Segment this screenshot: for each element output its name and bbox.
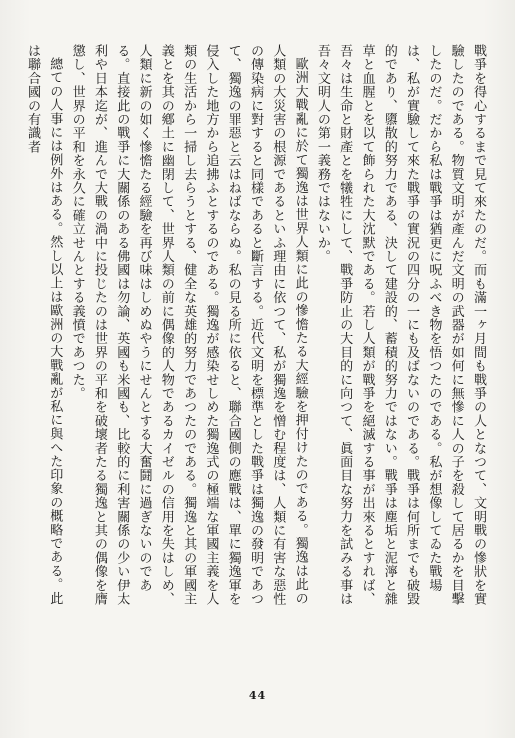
vertical-text-body bbox=[21, 44, 489, 616]
paragraph-3: 總ての人事には例外はある。然し以上は歐洲の大戰亂が私に與へた印象の概略である。此は聯合國の有識者 bbox=[25, 44, 63, 606]
page-number: 44 bbox=[248, 689, 267, 702]
paragraph-1: 戰爭を得心するまで見て來たのだ。而も滿一ヶ月間も戰爭の人となつて、文明戰の慘狀を實驗したのである。物質文明が產んだ文明の武器が如何に無慘に人の子を殺して居るかを目擊したのだ。だから私は戰爭は猶更に呪ふべき物を悟つたのである。私が想像してゐた戰場は、私が實驗して來た戰爭の實況の四分の一にも及ばないのである。戰爭は何所までも破毀的であり、隳散的努力である、決して建設的、蓄積的努力ではない。戰爭は塵垢と泥濘と雜草と血腥とを以て飾られた大沈默である。若し人類が戰爭を絕滅する事が出來るとすれば、吾々は生命と財產とを犧牲にして、戰爭防止の大目的に向つて、眞面目な努力を試みる事は吾々文明人の第一義務ではないか。 bbox=[314, 44, 486, 606]
paragraph-2: 歐洲大戰亂に於て獨逸は世界人類に此の慘憺たる大經驗を押付けたのである。獨逸は此の人類の大災害の根源であるといふ理由に依つて、私が獨逸を憎む程度は、人類に有害な惡性の傳染病に對すると同樣であると斷言する。近代文明を標準とした戰爭は獨逸の發明であつて、獨逸の罪惡と云はねばならぬ。私の見る所に依ると、聯合國側の應戰は、單に獨逸軍を侵入した地方から追拂ふとするのである。獨逸が感染せしめた獨逸式の極端な軍國主義を人類の生活から一掃し去らうとする、健全な英雄的努力であつたのである。獨逸と其の軍國主義とを其の鄕土に幽閉して、世界人類の前に偶像的人物であるカイゼルの信用を失はしめ、人類に新の如く慘憺たる經驗を再び味はしめぬやうにせんとする大奮鬪に過ぎないのである。直接此の戰爭に大關係のある佛國は勿論、英國も米國も、比較的に利害關係の少い伊太利や日本迄が、進んで大戰の渦中に投じたのは世界の平和を破壞者たる獨逸と其の偶像を膺懲し、世界の平和を永久に確立せんとする義憤であつた。 bbox=[69, 44, 308, 606]
